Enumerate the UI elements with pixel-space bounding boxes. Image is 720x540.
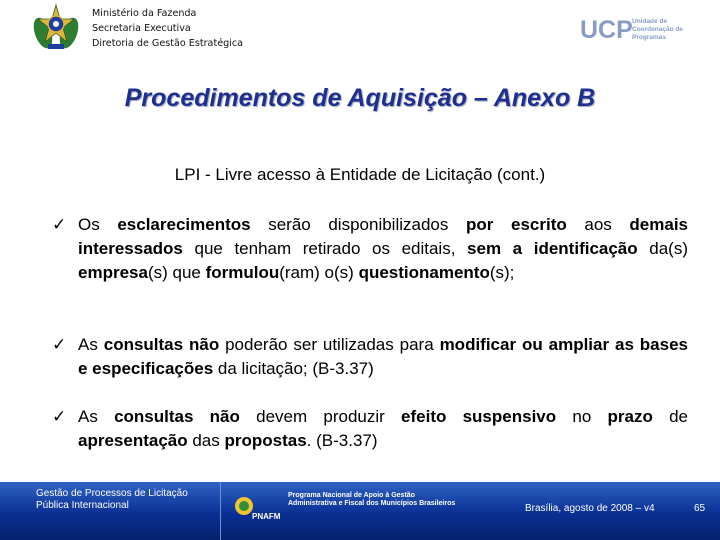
text-segment: poderão ser utilizadas para <box>219 335 440 354</box>
text-segment: devem produzir <box>239 407 402 426</box>
ministry-text-block <box>92 6 243 51</box>
ucp-logo <box>580 16 688 42</box>
bold-text-segment: consultas não <box>114 407 240 426</box>
pnafm-logo-icon <box>232 492 281 522</box>
bold-text-segment: sem a identificação <box>467 239 638 258</box>
directorate-line: Diretoria de Gestão Estratégica <box>92 38 244 49</box>
footer-course-line: Gestão de Processos de Licitação <box>36 488 188 499</box>
ucp-tagline-1: Unidade de <box>632 18 668 25</box>
slide-title: Procedimentos de Aquisição – Anexo B <box>124 84 596 112</box>
checkmark-icon: ✓ <box>52 335 67 354</box>
bullet-item <box>52 333 688 381</box>
footer-divider <box>220 482 221 540</box>
bold-text-segment: demais interessados <box>78 215 689 258</box>
bold-text-segment: propostas <box>224 431 307 450</box>
text-segment: que tenham retirado os editais, <box>182 239 468 258</box>
bold-text-segment: empresa <box>78 263 148 282</box>
ucp-wordmark: UCP <box>580 16 633 44</box>
bold-text-segment: formulou <box>205 263 280 282</box>
bold-text-segment: consultas não <box>103 335 220 354</box>
slide-subtitle: LPI - Livre acesso à Entidade de Licitação (cont.) <box>174 165 546 184</box>
text-segment: Os <box>78 215 118 234</box>
text-segment: (s); <box>489 263 515 282</box>
coat-of-arms-icon <box>34 3 78 53</box>
secretariat-line: Secretaria Executiva <box>92 23 191 34</box>
ministry-line: Ministério da Fazenda <box>92 8 197 19</box>
pnafm-logo-text: PNAFM <box>252 512 281 521</box>
text-segment: de <box>652 407 688 426</box>
bold-text-segment: efeito suspensivo <box>401 407 557 426</box>
bullet-item <box>52 405 688 453</box>
bullet-item <box>52 213 688 285</box>
text-segment: da(s) <box>637 239 688 258</box>
text-segment: da licitação; (B-3.37) <box>213 359 374 378</box>
header <box>0 0 720 62</box>
checkmark-icon: ✓ <box>52 215 67 234</box>
page-number: 65 <box>694 503 706 514</box>
text-segment: As <box>78 335 104 354</box>
bullet-text <box>78 405 688 453</box>
text-segment: aos <box>566 215 630 234</box>
footer-date: Brasília, agosto de 2008 – v4 <box>525 503 655 514</box>
footer-program-line: Programa Nacional de Apoio à Gestão <box>288 492 415 499</box>
footer-course-line: Pública Internacional <box>36 500 129 511</box>
bold-text-segment: questionamento <box>358 263 490 282</box>
text-segment: (ram) o(s) <box>279 263 359 282</box>
text-segment: serão disponibilizados <box>250 215 466 234</box>
bold-text-segment: prazo <box>607 407 653 426</box>
bold-text-segment: apresentação <box>78 431 188 450</box>
bold-text-segment: esclarecimentos <box>117 215 251 234</box>
ucp-tagline-3: Programas <box>632 34 666 41</box>
bullet-text <box>78 213 688 285</box>
bullet-text <box>78 333 688 381</box>
text-segment: . (B-3.37) <box>306 431 378 450</box>
footer-course-title <box>36 488 188 512</box>
text-segment: das <box>187 431 225 450</box>
footer-bar <box>0 482 720 540</box>
text-segment: (s) que <box>147 263 206 282</box>
checkmark-icon: ✓ <box>52 407 67 426</box>
footer-program <box>288 492 455 508</box>
bold-text-segment: por escrito <box>466 215 567 234</box>
text-segment: no <box>556 407 608 426</box>
footer-program-line: Administrativa e Fiscal dos Municípios Brasileiros <box>288 500 456 507</box>
text-segment: As <box>78 407 115 426</box>
ucp-tagline-2: Coordenação de <box>632 26 683 33</box>
bold-text-segment: modificar ou ampliar as bases e especificações <box>78 335 688 378</box>
